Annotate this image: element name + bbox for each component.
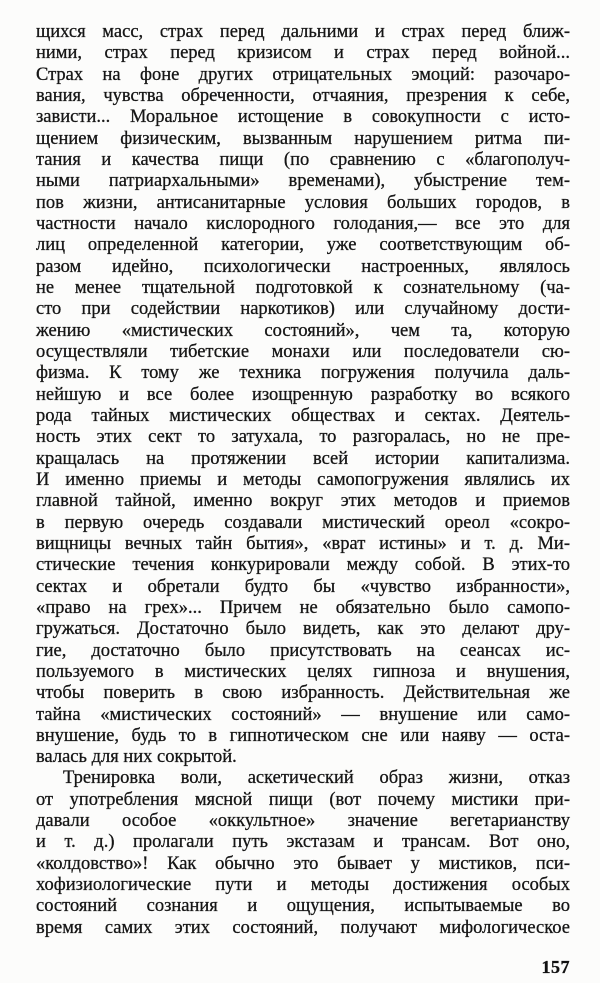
text-line: физма. К тому же техника погружения получила даль- <box>36 363 570 384</box>
text-line: внушение, будь то в гипнотическом сне или наяву — оста- <box>36 725 570 746</box>
text-line: гружаться. Достаточно было видеть, как это делают дру- <box>36 619 570 640</box>
text-line: хофизиологические пути и методы достижения особых <box>36 875 570 896</box>
text-line: пов жизни, антисанитарные условия больших городов, в <box>36 192 570 213</box>
text-line: рода тайных мистических обществах и сектах. Деятель- <box>36 405 570 426</box>
text-line: осуществляли тибетские монахи или последователи сю- <box>36 341 570 362</box>
text-line: в первую очередь создавали мистический ореол «сокро- <box>36 512 570 533</box>
text-line: частности начало кислородного голодания,— все это для <box>36 213 570 234</box>
text-line: нейшую и все более изощренную разработку во всякого <box>36 384 570 405</box>
text-line: время самих этих состояний, получают мифологическое <box>36 917 570 938</box>
text-line: ными патриархальными» временами), убыстрение тем- <box>36 171 570 192</box>
text-line: зависти... Моральное истощение в совокупности с исто- <box>36 107 570 128</box>
text-line: стические течения конкурировали между собой. В этих-то <box>36 555 570 576</box>
text-line: жению «мистических состояний», чем та, которую <box>36 320 570 341</box>
text-line: сектах и обретали будто бы «чувство избранности», <box>36 576 570 597</box>
text-line: ность этих сект то затухала, то разгоралась, но не пре- <box>36 427 570 448</box>
text-line: вания, чувства обреченности, отчаяния, презрения к себе, <box>36 85 570 106</box>
text-line: пользуемого в мистических целях гипноза и внушения, <box>36 661 570 682</box>
text-line: щением физическим, вызванным нарушением ритма пи- <box>36 128 570 149</box>
text-line: от употребления мясной пищи (вот почему мистики при- <box>36 789 570 810</box>
text-line: «право на грех»... Причем не обязательно было самопо- <box>36 597 570 618</box>
text-line: разом идейно, психологически настроенных, являлось <box>36 256 570 277</box>
text-line: давали особое «оккультное» значение вегетарианству <box>36 811 570 832</box>
text-line: ними, страх перед кризисом и страх перед войной... <box>36 43 570 64</box>
text-line: кращалась на протяжении всей истории капитализма. <box>36 448 570 469</box>
text-line: валась для них сокрытой. <box>36 747 237 768</box>
page-text <box>36 22 570 939</box>
text-line: сто при содействии наркотиков) или случайному дости- <box>36 299 570 320</box>
text-line: Тренировка воли, аскетический образ жизни, отказ <box>63 768 570 789</box>
text-line: состояний сознания и ощущения, испытываемые во <box>36 896 570 917</box>
page-number: 157 <box>541 957 570 977</box>
text-line: лиц определенной категории, уже соответствующим об- <box>36 235 570 256</box>
text-line: Страх на фоне других отрицательных эмоций: разочаро- <box>36 64 570 85</box>
text-line: не менее тщательной подготовкой к сознательному (ча- <box>36 277 570 298</box>
text-line: «колдовство»! Как обычно это бывает у мистиков, пси- <box>36 853 570 874</box>
text-line: и т. д.) пролагали путь экстазам и трансам. Вот оно, <box>36 832 570 853</box>
text-line: тайна «мистических состояний» — внушение или само- <box>36 704 570 725</box>
text-line: главной тайной, именно вокруг этих методов и приемов <box>36 491 570 512</box>
text-line: щихся масс, страх перед дальними и страх перед ближ- <box>36 22 570 42</box>
text-line: вищницы вечных тайн бытия», «врат истины» и т. д. Ми- <box>36 533 570 554</box>
text-line: чтобы поверить в свою избранность. Действительная же <box>36 683 570 704</box>
text-line: тания и качества пищи (по сравнению с «благополуч- <box>36 149 570 170</box>
text-line: И именно приемы и методы самопогружения являлись их <box>36 469 570 490</box>
text-line: гие, достаточно было присутствовать на сеансах ис- <box>36 640 570 661</box>
